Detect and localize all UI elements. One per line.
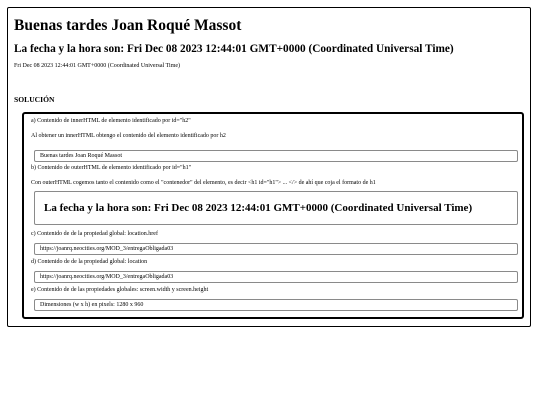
page-container: [7, 7, 531, 327]
c-label: c) Contenido de de la propiedad global: location.href: [31, 231, 158, 237]
solution-title: SOLUCIÓN: [14, 95, 55, 104]
d-value-field[interactable]: https://joanrq.neocities.org/MOD_3/entregaObligada03: [34, 271, 518, 283]
e-label: e) Contenido de de las propiedades globales: screen.width y screen.height: [31, 287, 209, 293]
date-paragraph: Fri Dec 08 2023 12:44:01 GMT+0000 (Coordinated Universal Time): [14, 63, 181, 69]
date-heading: La fecha y la hora son: Fri Dec 08 2023 12:44:01 GMT+0000 (Coordinated Universal Time): [14, 43, 454, 55]
b-description: Con outerHTML cogemos tanto el contenido como el "contenedor" del elemento, es decir <h1 id="h1"> ... </> de ahí que coja el formato de h1: [31, 180, 376, 186]
b-value-heading: La fecha y la hora son: Fri Dec 08 2023 12:44:01 GMT+0000 (Coordinated Universal Time): [44, 202, 473, 214]
a-value-field[interactable]: Buenas tardes Joan Roqué Massot: [34, 150, 518, 162]
b-label: b) Contenido de outerHTML de elemento identificado por id="h1": [31, 165, 192, 171]
b-value-box: [34, 191, 518, 225]
d-label: d) Contenido de de la propiedad global: location: [31, 259, 148, 265]
a-description: Al obtener un innerHTML obtengo el contenido del elemento identificado por h2: [31, 133, 226, 139]
greeting-heading: Buenas tardes Joan Roqué Massot: [14, 17, 242, 34]
solution-box: [22, 112, 524, 319]
c-value-field[interactable]: https://joanrq.neocities.org/MOD_3/entregaObligada03: [34, 243, 518, 255]
a-label: a) Contenido de innerHTML de elemento identificado por id="h2": [31, 118, 191, 124]
e-value-field[interactable]: Dimensiones (w x h) en pixels: 1280 x 960: [34, 299, 518, 311]
